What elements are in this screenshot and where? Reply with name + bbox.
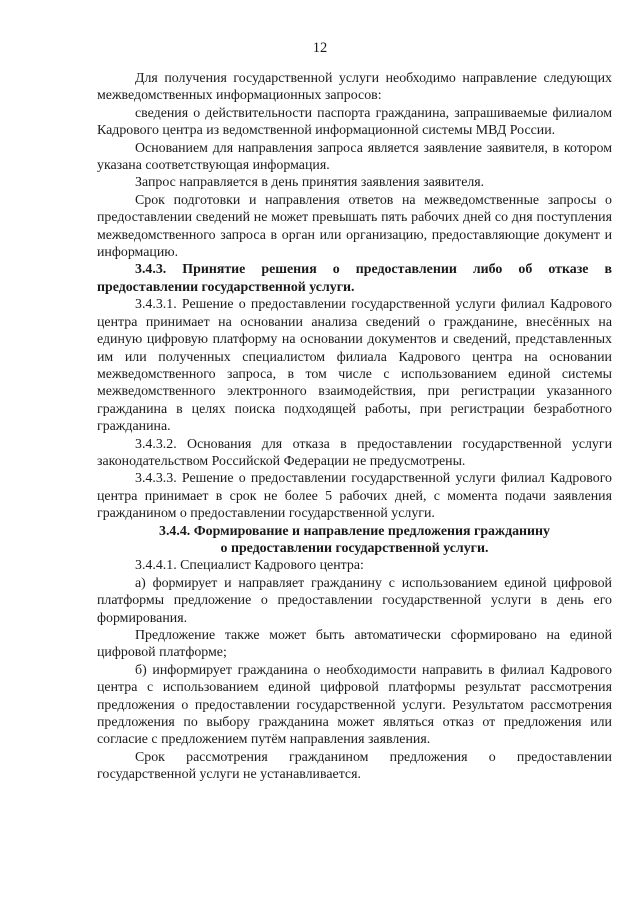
- paragraph-item-b: б) информирует гражданина о необходимости направить в филиал Кадрового центра с использованием единой цифровой платформы результат рассмотрения предложения о предоставлении государственной услуги. Результатом рассмотрения предложения по выбору гражданина может являться отказ от предложения или согласие с предложением путём направления заявления.: [97, 662, 612, 748]
- paragraph-3-4-3-3: 3.4.3.3. Решение о предоставлении государственной услуги филиал Кадрового центра принимает в срок не более 5 рабочих дней, с момента подачи заявления гражданином о предоставлении государственной услуги.: [97, 471, 612, 522]
- page-number: 12: [312, 40, 328, 56]
- paragraph-requests-intro: Для получения государственной услуги необходимо направление следующих межведомственных информационных запросов:: [97, 71, 612, 104]
- paragraph-3-4-3-2: 3.4.3.2. Основания для отказа в предоставлении государственной услуги законодательством Российской Федерации не предусмотрены.: [97, 436, 612, 469]
- section-heading-3-4-3: 3.4.3. Принятие решения о предоставлении либо об отказе в предоставлении государственной услуги.: [97, 262, 612, 295]
- paragraph-item-a: а) формирует и направляет гражданину с использованием единой цифровой платформы предложение о предоставлении государственной услуги в день его формирования.: [97, 575, 612, 626]
- paragraph-review-term: Срок рассмотрения гражданином предложения о предоставлении государственной услуги не устанавливается.: [97, 749, 612, 783]
- document-body: [97, 70, 612, 784]
- paragraph-request-basis: Основанием для направления запроса является заявление заявителя, в котором указана соответствующая информация.: [97, 140, 612, 174]
- paragraph-request-day: Запрос направляется в день принятия заявления заявителя.: [135, 175, 485, 191]
- paragraph-3-4-4-1: 3.4.4.1. Специалист Кадрового центра:: [135, 558, 364, 574]
- section-heading-3-4-4-line2: о предоставлении государственной услуги.: [220, 540, 489, 556]
- paragraph-passport-info: сведения о действительности паспорта гражданина, запрашиваемые филиалом Кадрового центра из ведомственной информационной системы МВД России.: [97, 105, 612, 139]
- section-heading-3-4-4-line1: 3.4.4. Формирование и направление предложения гражданину: [159, 523, 550, 539]
- paragraph-3-4-3-1: 3.4.3.1. Решение о предоставлении государственной услуги филиал Кадрового центра принимает на основании анализа сведений о гражданине, внесённых на единую цифровую платформу на основании документов и сведений, представленных им или полученных специалистом филиала Кадрового центра на основании межведомственного запроса, в том числе с использованием единой системы межведомственного электронного взаимодействия, при регистрации указанного гражданина в целях поиска подходящей работы, при регистрации безработного гражданина.: [97, 297, 612, 435]
- paragraph-auto-offer: Предложение также может быть автоматически сформировано на единой цифровой платформе;: [97, 628, 612, 661]
- paragraph-response-deadline: Срок подготовки и направления ответов на межведомственные запросы о предоставлении сведений не может превышать пять рабочих дней со дня поступления межведомственного запроса в орган или организацию, предоставляющие документ и информацию.: [97, 192, 612, 261]
